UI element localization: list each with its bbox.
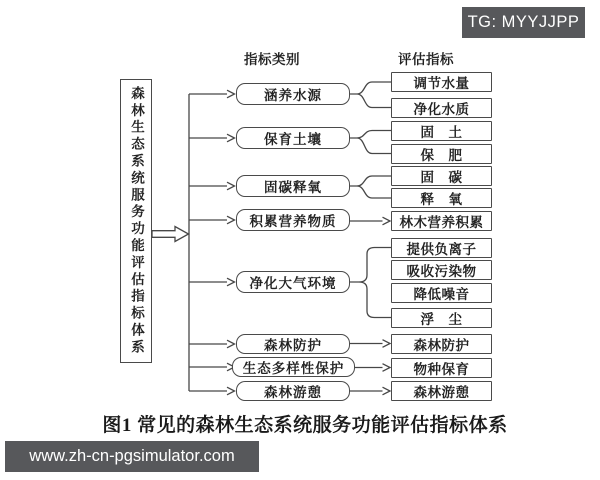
fork-line <box>350 82 391 108</box>
arrow-line <box>189 90 235 98</box>
indicator-box: 物种保育 <box>391 358 492 378</box>
column-header-category: 指标类别 <box>244 52 300 67</box>
brace-line <box>350 248 391 318</box>
figure-caption: 图1 常见的森林生态系统服务功能评估指标体系 <box>102 415 508 436</box>
arrow-line <box>189 216 235 224</box>
category-box: 森林游憩 <box>236 381 350 401</box>
indicator-box: 林木营养积累 <box>391 211 492 231</box>
arrow-line <box>350 217 390 225</box>
indicator-box: 释 氧 <box>391 188 492 208</box>
indicator-box: 调节水量 <box>391 72 492 92</box>
indicator-box: 浮 尘 <box>391 308 492 328</box>
telegram-watermark-badge: TG: MYYJJPP <box>462 7 585 38</box>
category-box: 生态多样性保护 <box>232 357 355 377</box>
fork-line <box>350 176 391 198</box>
category-box: 固碳释氧 <box>236 175 350 197</box>
root-arrow-icon <box>152 227 189 242</box>
indicator-box: 固 碳 <box>391 166 492 186</box>
indicator-box: 固 土 <box>391 121 492 141</box>
category-box: 森林防护 <box>236 334 350 354</box>
category-box: 保育土壤 <box>236 127 350 149</box>
indicator-box: 提供负离子 <box>391 238 492 258</box>
fork-line <box>350 131 391 154</box>
indicator-box: 净化水质 <box>391 98 492 118</box>
arrow-line <box>355 364 390 372</box>
website-watermark-bar: www.zh-cn-pgsimulator.com <box>5 441 259 472</box>
root-node-box <box>120 79 152 363</box>
arrow-line <box>350 340 390 348</box>
arrow-line <box>189 134 235 142</box>
category-box: 涵养水源 <box>236 83 350 105</box>
indicator-box: 森林防护 <box>391 334 492 354</box>
indicator-box: 森林游憩 <box>391 381 492 401</box>
indicator-box: 吸收污染物 <box>391 260 492 280</box>
category-box: 净化大气环境 <box>236 271 350 293</box>
arrow-line <box>189 182 235 190</box>
indicator-box: 降低噪音 <box>391 283 492 303</box>
indicator-box: 保 肥 <box>391 144 492 164</box>
category-box: 积累营养物质 <box>236 209 350 231</box>
arrow-line <box>189 278 235 286</box>
arrow-line <box>189 387 235 395</box>
arrow-line <box>189 363 235 371</box>
arrow-line <box>350 387 390 395</box>
arrow-line <box>189 340 235 348</box>
column-header-indicator: 评估指标 <box>398 52 454 67</box>
root-node-label: 森林生态系统服务功能评估指标体系 <box>129 85 144 357</box>
